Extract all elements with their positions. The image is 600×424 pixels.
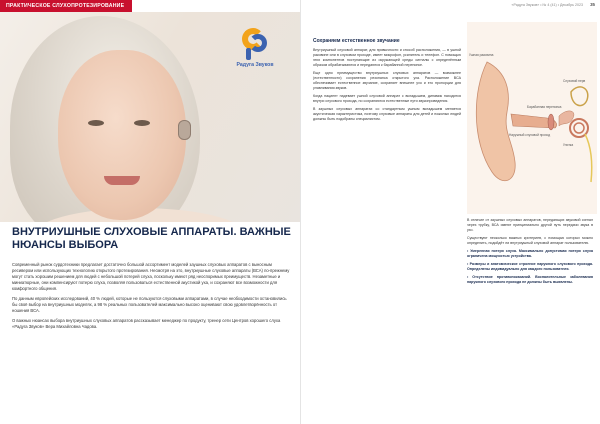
face-shape xyxy=(58,50,186,220)
page-number: 35 xyxy=(590,2,595,7)
bullet-item: • Отсутствие противопоказаний. Воспалительные заболевания наружного слухового прохода не должны быть выявлены. xyxy=(467,275,593,284)
mouth-shape xyxy=(104,176,140,185)
right-page xyxy=(300,0,600,424)
hearing-aid-icon xyxy=(178,120,191,140)
article-intro xyxy=(12,262,292,334)
ear-anatomy-diagram xyxy=(467,22,597,214)
bullet-item: • Размеры и анатомическое строение наружного слухового прохода. Определены индивидуально для каждого пользователя. xyxy=(467,262,593,271)
paragraph: Внутриушный слуховой аппарат, для привычности и способ расположения, — в ушной раковине или в слуховом проходе, имеет микрофон, усилитель и телефон. С помощью этих компонентов поступающие из окружающей среды сигналы с определённым образом обрабатываются и передаются к барабанной перепонке. xyxy=(313,48,461,67)
paragraph: В заушных слуховых аппаратах со стандартным ушным вкладышем меняется акустическая характеристика, поэтому слуховые аппараты для детей и пожилых людей должны быть подобраны специалистом. xyxy=(313,107,461,121)
paragraph: В отличие от заушных слуховых аппаратов, передающих звуковой сигнал через трубку, ВСА имеют принципиально другой путь передачи звука в ухо. xyxy=(467,218,593,232)
section-subhead: Сохраняем естественное звучание xyxy=(313,38,400,44)
diagram-label: Улитка xyxy=(563,143,574,147)
diagram-label: Ушная раковина xyxy=(469,53,494,57)
diagram-label: Наружный слуховой проход xyxy=(509,133,551,137)
section-tag: ПРАКТИЧЕСКОЕ СЛУХОПРОТЕЗИРОВАНИЕ xyxy=(0,0,132,12)
text-column-2 xyxy=(467,218,593,288)
diagram-label: Барабанная перепонка xyxy=(527,105,562,109)
ear-anatomy-illustration xyxy=(467,22,597,214)
rainbow-logo-icon xyxy=(240,26,270,60)
intro-paragraph: По данным европейских исследований, 40 % людей, которые не пользуются слуховыми аппаратами, в случае необходимости остановились бы своё выбор на внутриушных моделях, а 98 % реальных пользователей максимально высоко оценивают свою удовлетворённость от ношения ВСА. xyxy=(12,296,287,313)
paragraph: Еще одно преимущество внутриушных слуховых аппаратов — возможнее (естественности) сохранения резонанса открытого уха. Расположение ВСА обеспечивает естественное звучание, сохраняет внешнее ухо и его пропорции для улавливания звуков. xyxy=(313,71,461,90)
article-headline: ВНУТРИУШНЫЕ СЛУХОВЫЕ АППАРАТЫ. ВАЖНЫЕ НЮАНСЫ ВЫБОРА xyxy=(12,226,291,251)
diagram-label: Слуховой нерв xyxy=(563,79,586,83)
bullet-item: • Умеренная потеря слуха. Максимально допустимая потеря слуха ограничена мощностью устройства. xyxy=(467,249,593,258)
running-header-text: «Радуга Звуков» • № 4 (41) • Декабрь 2023 xyxy=(511,3,583,7)
running-header xyxy=(301,0,600,10)
logo-text: Радуга Звуков xyxy=(236,62,274,68)
eye-left xyxy=(88,120,104,126)
eye-right xyxy=(134,120,150,126)
paragraph: Существуют несколько важных критериев, с помощью которых можно определить, подойдёт ли внутриушный слуховой аппарат пользователю. xyxy=(467,236,593,245)
text-column-1 xyxy=(313,48,461,125)
intro-paragraph: Современный рынок сурдотехники предлагает достаточно большой ассортимент моделей заушных слуховых аппаратов с выносным ресивером или использующих технологию открытого протезирования. Несмотря на это, внутриушные слуховые аппараты (ВСА) по-прежнему могут стать хорошим решением для людей с небольшой потерей слуха, поскольку имеют ряд неоспоримых преимуществ. Незаметные и миниатюрные, они компенсируют потерю слуха, позволяя пользоваться естественной акустикой уха, и сохраняют все возможности для комфортного общения. xyxy=(12,262,290,291)
brand-logo xyxy=(232,26,278,68)
paragraph: Когда пациент надевает ушной слуховой аппарат с вкладышем, динамик находится внутри слухового прохода, но сохраняются естественные пути звукопроведения. xyxy=(313,94,461,103)
intro-paragraph: О важных нюансах выбора внутриушных слуховых аппаратов рассказывает менеджер по продукту, тренер сети Центров хорошего слуха «Радуга Звуков» Вера Михайловна Чадова. xyxy=(12,318,281,329)
